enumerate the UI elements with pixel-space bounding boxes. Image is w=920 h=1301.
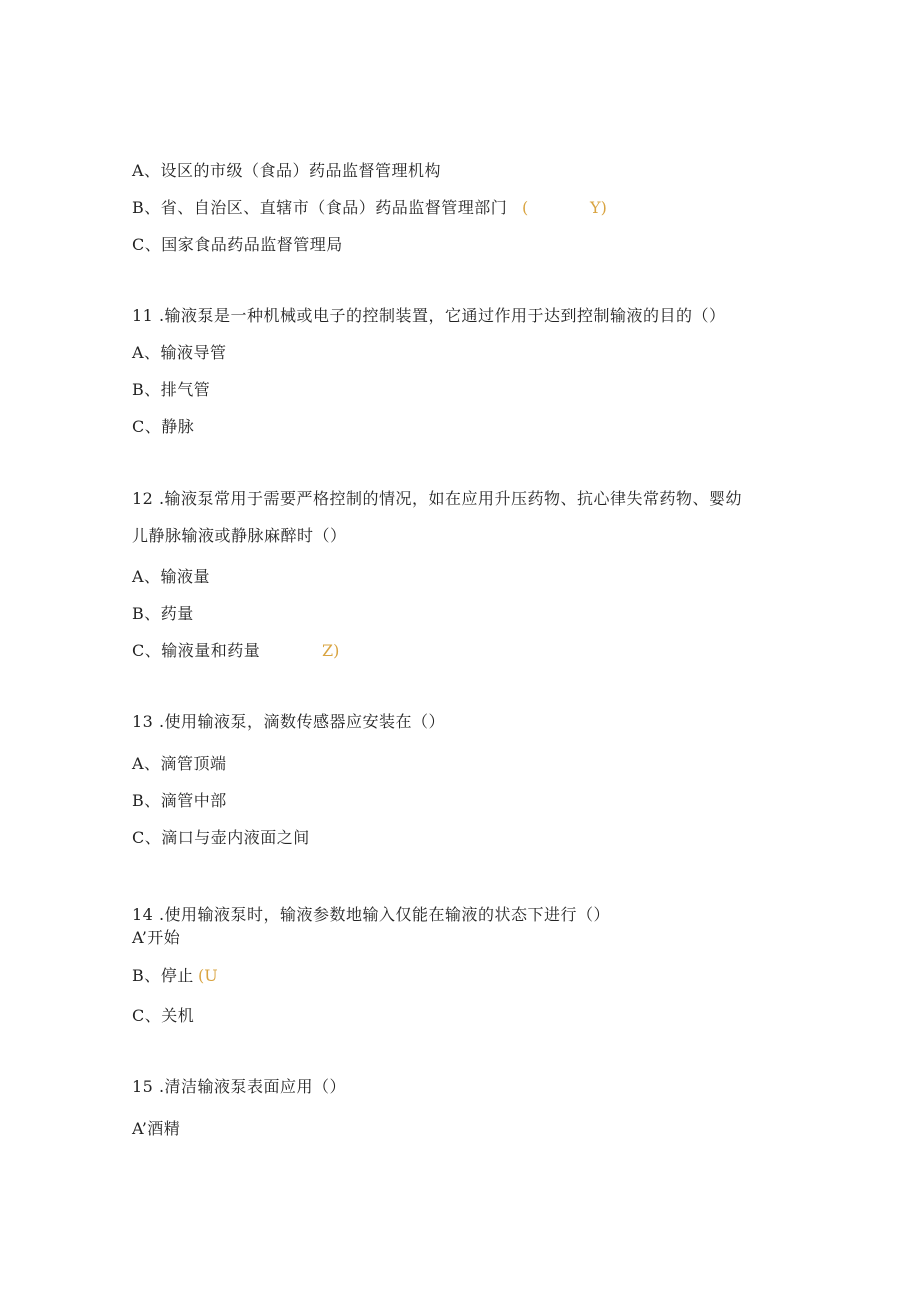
answer-mark-q14: (U — [198, 966, 218, 985]
option-c-q11: C、静脉 — [132, 417, 195, 436]
option-a-q11: A、输液导管 — [132, 343, 227, 362]
option-a-q10: A、设区的市级（食品）药品监督管理机构 — [132, 161, 442, 180]
option-c-q13: C、滴口与壶内液面之间 — [132, 828, 310, 847]
option-a-q14: A’开始 — [132, 928, 181, 947]
answer-mark-close: Y) — [590, 198, 607, 217]
option-a-q13: A、滴管顶端 — [132, 754, 227, 773]
option-b-q10: B、省、自治区、直辖市（食品）药品监督管理部门 — [132, 198, 508, 217]
option-c-q14: C、关机 — [132, 1006, 195, 1025]
question-11: 11 .输液泵是一种机械或电子的控制装置，它通过作用于达到控制输液的目的（） — [132, 306, 726, 325]
option-b-q12: B、药量 — [132, 604, 194, 623]
option-b-q13: B、滴管中部 — [132, 791, 227, 810]
question-14: 14 .使用输液泵时，输液参数地输入仅能在输液的状态下进行（） — [132, 905, 611, 924]
answer-mark-open: ( — [522, 198, 529, 217]
answer-mark-q12: Z) — [322, 641, 340, 660]
question-12-line-1: 12 .输液泵常用于需要严格控制的情况，如在应用升压药物、抗心律失常药物、婴幼 — [132, 489, 743, 508]
option-a-q12: A、输液量 — [132, 567, 211, 586]
question-13: 13 .使用输液泵，滴数传感器应安装在（） — [132, 712, 446, 731]
option-b-q11: B、排气管 — [132, 380, 211, 399]
question-12-line-2: 儿静脉输液或静脉麻醉时（） — [132, 526, 347, 545]
option-b-q14: B、停止 — [132, 966, 194, 985]
question-15: 15 .清洁输液泵表面应用（） — [132, 1077, 347, 1096]
option-a-q15: A’酒精 — [132, 1119, 181, 1138]
option-c-q10: C、国家食品药品监督管理局 — [132, 235, 343, 254]
option-c-q12: C、输液量和药量 — [132, 641, 261, 660]
